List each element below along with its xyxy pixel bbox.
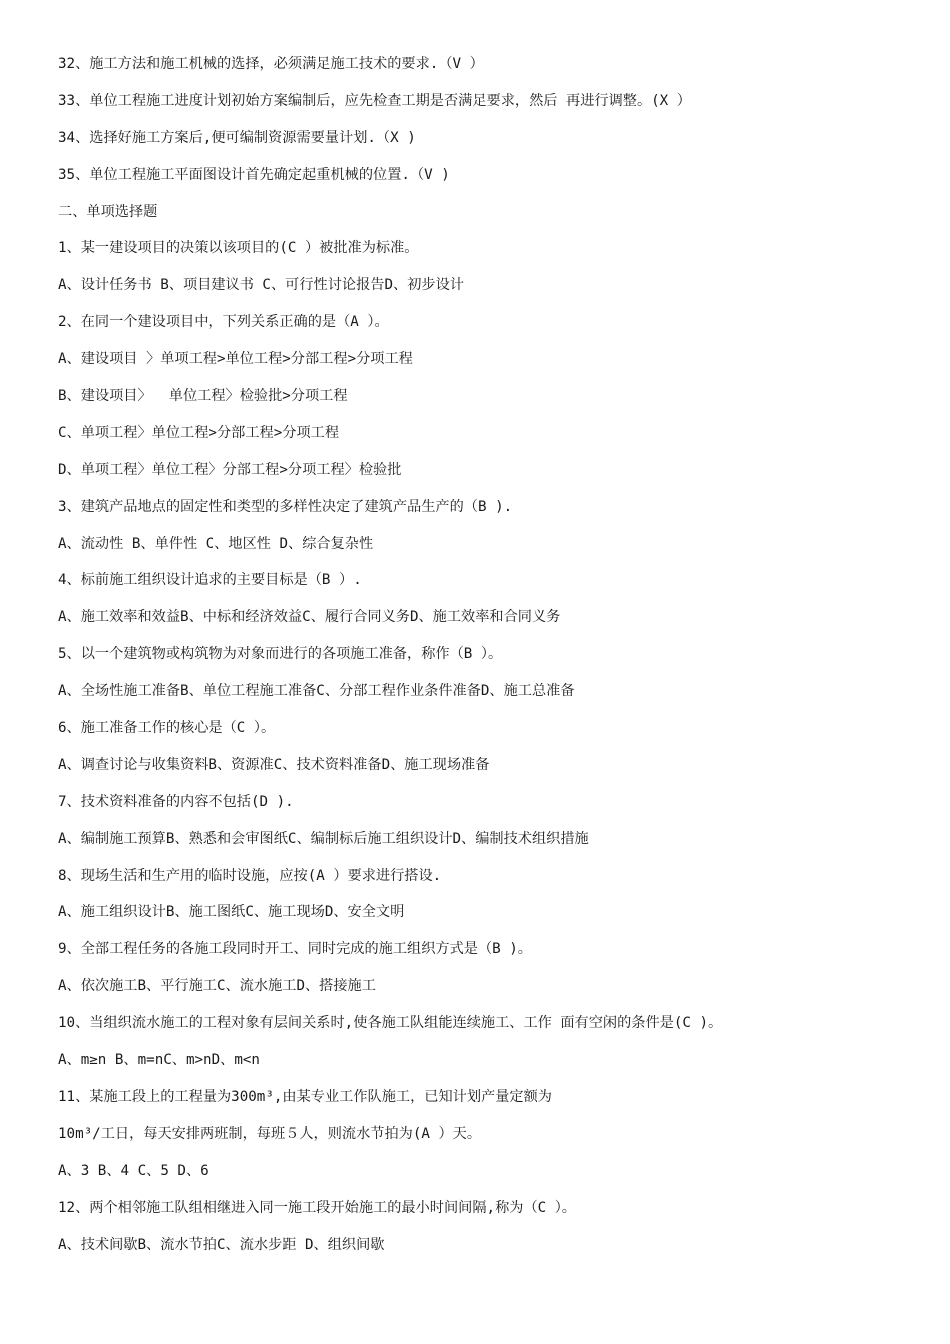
question-2-option-b: B、建设项目〉 单位工程〉检验批>分项工程	[58, 388, 348, 405]
question-6-options: A、调查讨论与收集资料B、资源准C、技术资料准备D、施工现场准备	[58, 756, 490, 773]
question-12-options: A、技术间歇B、流水节拍C、流水步距 D、组织间歇	[58, 1236, 385, 1253]
question-12: 12、两个相邻施工队组相继进入同一施工段开始施工的最小时间间隔,称为（C ）。	[58, 1199, 576, 1216]
section-heading: 二、单项选择题	[58, 203, 158, 220]
question-7-options: A、编制施工预算B、熟悉和会审图纸C、编制标后施工组织设计D、编制技术组织措施	[58, 830, 589, 847]
question-2: 2、在同一个建设项目中，下列关系正确的是（A ）。	[58, 314, 389, 331]
judgement-item-34: 34、选择好施工方案后,便可编制资源需要量计划.（X )	[58, 129, 416, 146]
question-5: 5、以一个建筑物或构筑物为对象而进行的各项施工准备，称作（B ）。	[58, 646, 503, 663]
question-11-continued: 10m³/工日，每天安排两班制，每班５人，则流水节拍为(A ）天。	[58, 1125, 482, 1142]
question-8-options: A、施工组织设计B、施工图纸C、施工现场D、安全文明	[58, 904, 405, 921]
document-body	[58, 52, 918, 1269]
question-9-options: A、依次施工B、平行施工C、流水施工D、搭接施工	[58, 978, 376, 995]
question-7: 7、技术资料准备的内容不包括(D ).	[58, 793, 294, 810]
judgement-item-33: 33、单位工程施工进度计划初始方案编制后，应先检查工期是否满足要求，然后 再进行调整。(X ）	[58, 92, 691, 109]
question-3: 3、建筑产品地点的固定性和类型的多样性决定了建筑产品生产的（B ).	[58, 498, 513, 515]
question-8: 8、现场生活和生产用的临时设施，应按(A ）要求进行搭设.	[58, 867, 442, 884]
question-10-options: A、m≥n B、m=nC、m>nD、m<n	[58, 1052, 260, 1069]
judgement-item-32: 32、施工方法和施工机械的选择，必须满足施工技术的要求.（V ）	[58, 56, 484, 72]
question-1: 1、某一建设项目的决策以该项目的(C ）被批准为标准。	[58, 240, 419, 257]
question-10: 10、当组织流水施工的工程对象有层间关系时,使各施工队组能连续施工、工作 面有空闲的条件是(C )。	[58, 1015, 723, 1032]
question-3-options: A、流动性 B、单件性 C、地区性 D、综合复杂性	[58, 535, 374, 552]
question-2-option-c: C、单项工程〉单位工程>分部工程>分项工程	[58, 424, 340, 441]
question-4-options: A、施工效率和效益B、中标和经济效益C、履行合同义务D、施工效率和合同义务	[58, 609, 561, 626]
question-11: 11、某施工段上的工程量为300m³,由某专业工作队施工，已知计划产量定额为	[58, 1088, 552, 1105]
question-4: 4、标前施工组织设计追求的主要目标是（B ）.	[58, 572, 362, 589]
question-2-option-d: D、单项工程〉单位工程〉分部工程>分项工程〉检验批	[58, 461, 402, 478]
question-9: 9、全部工程任务的各施工段同时开工、同时完成的施工组织方式是（B )。	[58, 941, 532, 958]
question-1-options: A、设计任务书 B、项目建议书 C、可行性讨论报告D、初步设计	[58, 277, 464, 294]
question-5-options: A、全场性施工准备B、单位工程施工准备C、分部工程作业条件准备D、施工总准备	[58, 683, 575, 700]
question-11-options: A、3 B、4 C、5 D、6	[58, 1162, 209, 1179]
question-2-option-a: A、建设项目 〉单项工程>单位工程>分部工程>分项工程	[58, 351, 413, 368]
judgement-item-35: 35、单位工程施工平面图设计首先确定起重机械的位置.（V )	[58, 166, 450, 183]
question-6: 6、施工准备工作的核心是（C ）。	[58, 720, 276, 737]
